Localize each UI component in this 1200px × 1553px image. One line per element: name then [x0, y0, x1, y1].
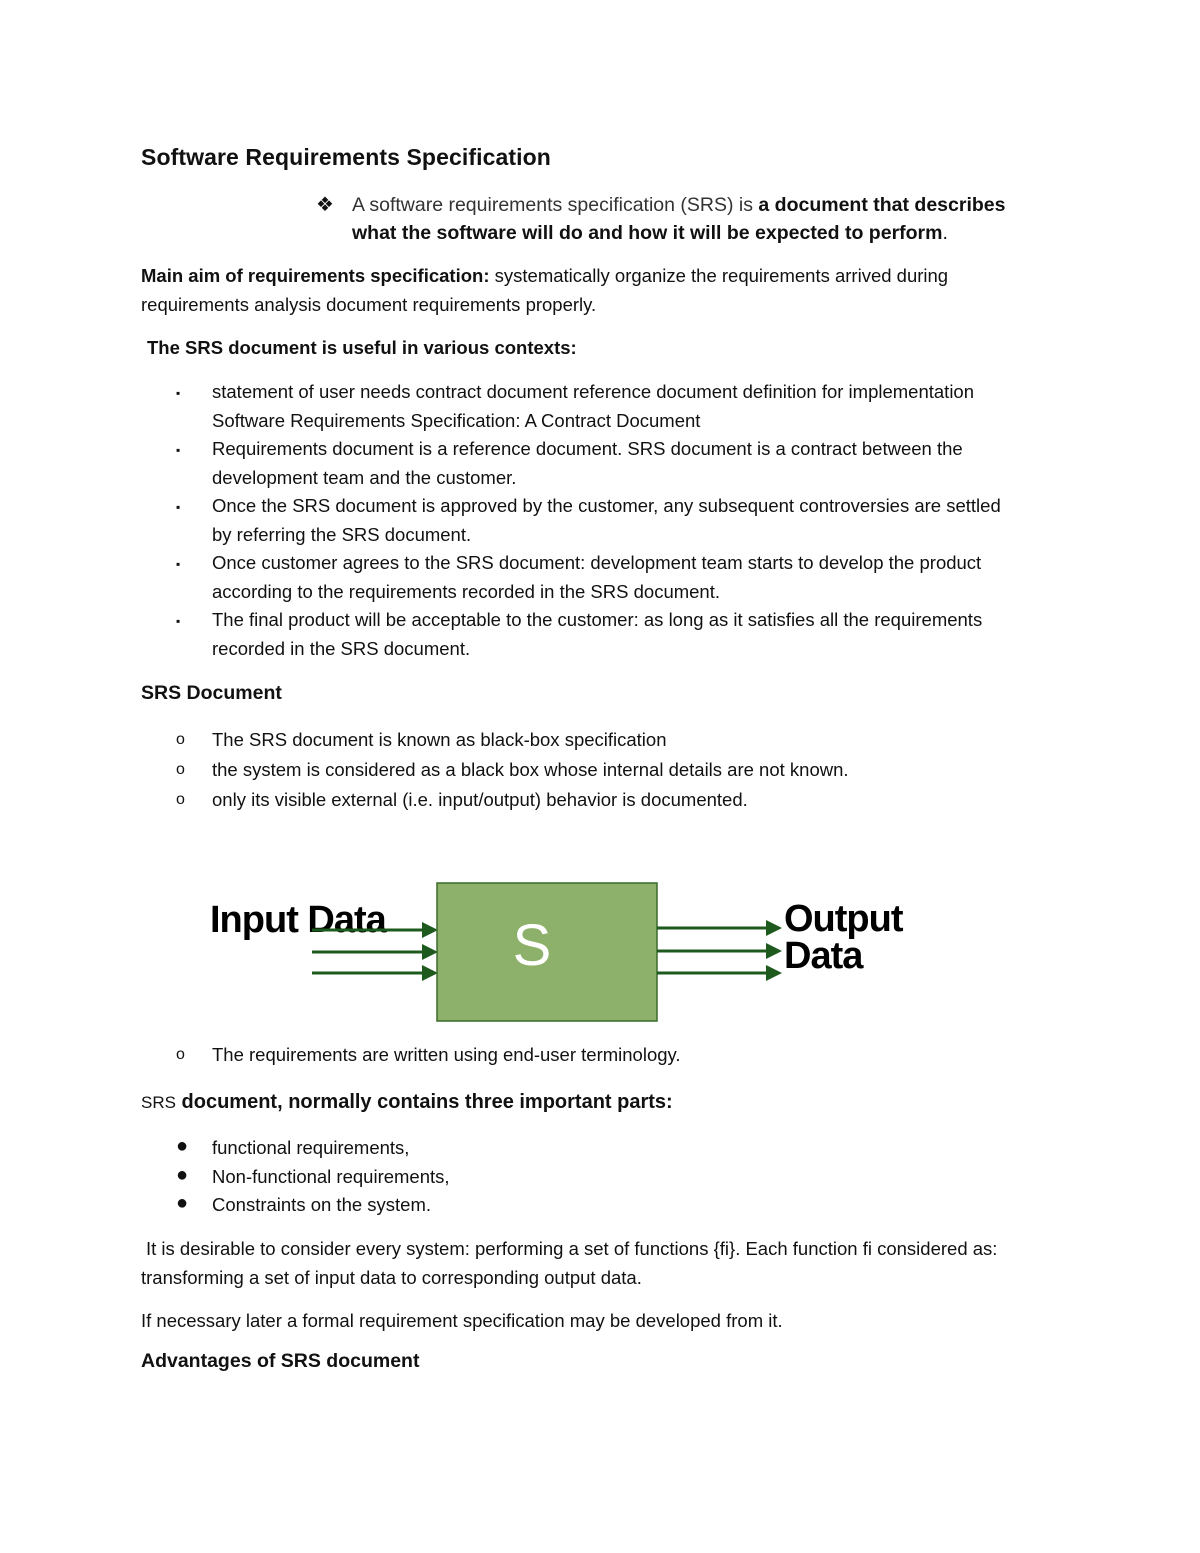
- square-bullet-icon: ▪: [176, 500, 181, 514]
- list-item-text: the system is considered as a black box whose internal details are not known.: [212, 759, 849, 780]
- list-item: [176, 1041, 1076, 1070]
- dot-bullet-icon: ●: [176, 1163, 189, 1186]
- square-bullet-icon: ▪: [176, 443, 181, 457]
- main-aim-text: systematically organize the requirements arrived during: [489, 265, 949, 286]
- square-bullet-icon: ▪: [176, 386, 181, 400]
- functions-paragraph-line-2: transforming a set of input data to corresponding output data.: [141, 1266, 642, 1288]
- list-item-line: according to the requirements recorded in the SRS document.: [212, 580, 721, 602]
- black-box-diagram: [200, 862, 940, 1032]
- arrowhead-icon: [766, 920, 782, 936]
- contexts-list: [176, 378, 1076, 663]
- list-item-text: Non-functional requirements,: [212, 1165, 450, 1187]
- list-item-line: recorded in the SRS document.: [212, 637, 471, 659]
- diamond-bullet-icon: ❖: [316, 194, 334, 216]
- parts-heading: [141, 1088, 1071, 1118]
- list-item: [176, 785, 1076, 815]
- list-item-line: The final product will be acceptable to the customer: as long as it satisfies all the requirements: [212, 609, 983, 630]
- list-item-text: The SRS document is known as black-box specification: [212, 729, 667, 750]
- output-data-label: Output: [784, 898, 903, 940]
- dot-bullet-icon: ●: [176, 1135, 189, 1157]
- list-item-line: development team and the customer.: [212, 466, 517, 488]
- terminology-list: [176, 1041, 1076, 1070]
- srs-definition-line-2: [352, 219, 948, 247]
- main-aim-paragraph: [141, 262, 1071, 319]
- srs-definition-text: A software requirements specification (SRS) is: [352, 194, 759, 216]
- parts-list: [176, 1134, 1076, 1220]
- input-arrows: [312, 922, 438, 981]
- list-item-text: only its visible external (i.e. input/output) behavior is documented.: [212, 789, 748, 810]
- list-item: [176, 435, 1076, 492]
- system-box-label: S: [512, 913, 552, 978]
- list-item: [176, 1134, 1076, 1163]
- list-item: [176, 1191, 1076, 1220]
- list-item: [176, 1163, 1076, 1192]
- list-item-text: Constraints on the system.: [212, 1194, 432, 1215]
- arrowhead-icon: [422, 965, 438, 981]
- output-arrows: [657, 920, 782, 981]
- main-aim-text-2: requirements analysis document requirements properly.: [141, 293, 597, 315]
- arrowhead-icon: [766, 943, 782, 959]
- list-item: [176, 755, 1076, 785]
- formal-paragraph: If necessary later a formal requirement specification may be developed from it.: [141, 1310, 783, 1331]
- list-item: [176, 492, 1076, 549]
- functions-paragraph-line-1: It is desirable to consider every system: performing a set of functions {fi}. Each function fi considered as:: [146, 1238, 998, 1259]
- circle-bullet-icon: o: [176, 1046, 185, 1063]
- input-data-label: Input Data: [210, 899, 386, 941]
- main-aim-label: Main aim of requirements specification:: [141, 265, 490, 286]
- parts-heading-text: document, normally contains three important parts:: [175, 1091, 673, 1113]
- list-item: [176, 725, 1076, 755]
- list-item-line: Once the SRS document is approved by the customer, any subsequent controversies are settled: [212, 495, 1001, 516]
- circle-bullet-icon: o: [176, 731, 185, 748]
- list-item-line: Requirements document is a reference document. SRS document is a contract between the: [212, 438, 963, 459]
- srs-definition-line-1: [352, 191, 1005, 219]
- square-bullet-icon: ▪: [176, 557, 181, 571]
- arrowhead-icon: [766, 965, 782, 981]
- arrowhead-icon: [422, 922, 438, 938]
- parts-heading-prefix: SRS: [141, 1093, 176, 1112]
- list-item-line: by referring the SRS document.: [212, 523, 472, 545]
- arrowhead-icon: [422, 944, 438, 960]
- list-item: [176, 549, 1076, 606]
- srs-definition-bold-2: what the software will do and how it will be expected to perform: [352, 222, 943, 244]
- list-item-text: functional requirements,: [212, 1137, 410, 1158]
- advantages-heading: Advantages of SRS document: [141, 1350, 420, 1372]
- dot-bullet-icon: ●: [176, 1192, 189, 1214]
- srs-document-heading: SRS Document: [141, 682, 282, 704]
- circle-bullet-icon: o: [176, 761, 185, 778]
- list-item-line: Once customer agrees to the SRS document: development team starts to develop the product: [212, 552, 982, 573]
- list-item: [176, 378, 1076, 435]
- list-item-text: The requirements are written using end-user terminology.: [212, 1044, 681, 1065]
- srs-definition-bold: a document that describes: [758, 194, 1006, 216]
- page-title: Software Requirements Specification: [141, 144, 551, 170]
- list-item-line: Software Requirements Specification: A Contract Document: [212, 409, 701, 431]
- circle-bullet-icon: o: [176, 791, 185, 808]
- list-item: [176, 606, 1076, 663]
- srs-definition-end: .: [942, 222, 948, 244]
- list-item-line: statement of user needs contract document reference document definition for implementation: [212, 381, 975, 402]
- functions-paragraph: [141, 1235, 1071, 1292]
- black-box-list: [176, 725, 1076, 815]
- square-bullet-icon: ▪: [176, 614, 181, 628]
- contexts-heading: The SRS document is useful in various contexts:: [147, 337, 577, 358]
- output-data-label-2: Data: [784, 935, 863, 977]
